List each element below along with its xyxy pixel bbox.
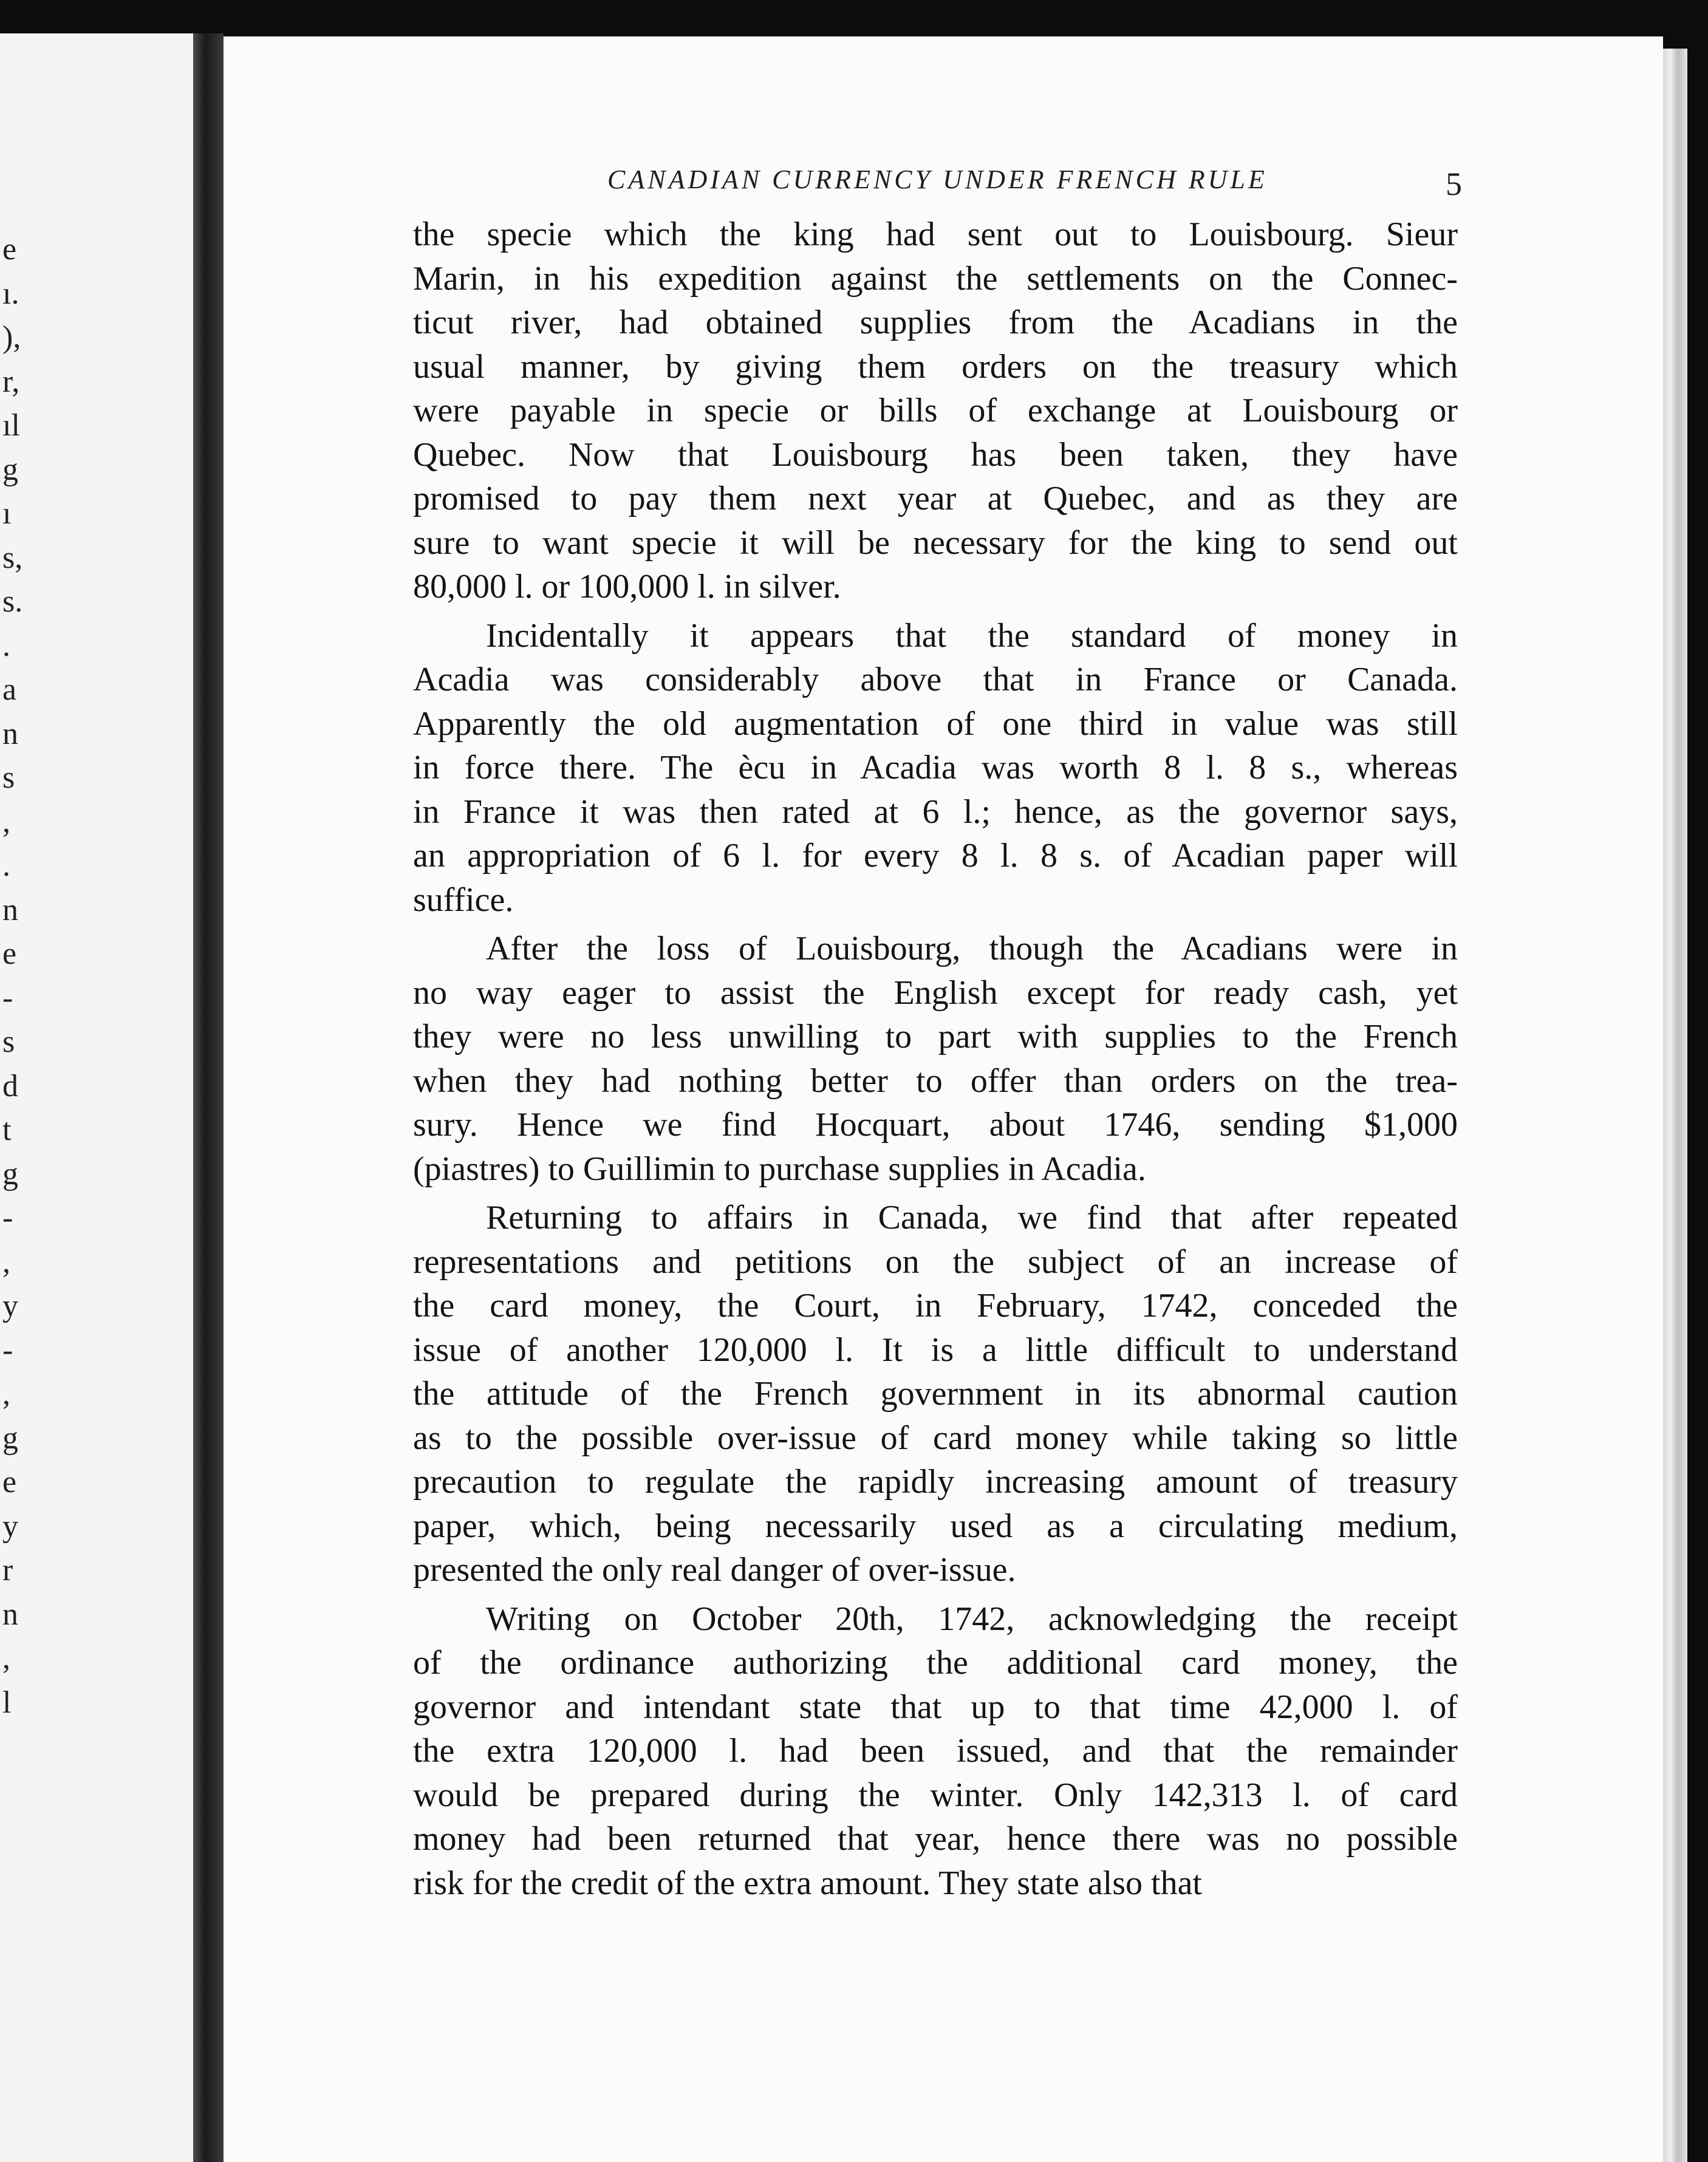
left-page-fragment: .: [2, 848, 10, 883]
text-line: sury. Hence we find Hocquart, about 1746, sending $1,000: [413, 1106, 1458, 1144]
left-page-fragment: r: [2, 1553, 13, 1587]
text-line: would be prepared during the winter. Only 142,313 l. of card: [413, 1776, 1458, 1814]
paragraph: [413, 1196, 1458, 1592]
text-line: (piastres) to Guillimin to purchase supplies in Acadia.: [413, 1150, 1146, 1188]
text-line: they were no less unwilling to part with supplies to the French: [413, 1018, 1458, 1055]
left-page-fragment: g: [2, 1156, 18, 1192]
text-line: Returning to affairs in Canada, we find that after repeated: [486, 1199, 1458, 1236]
text-line: the attitude of the French government in its abnormal caution: [413, 1375, 1458, 1413]
page-number: 5: [1446, 166, 1462, 202]
left-page-fragment: ,: [2, 1244, 10, 1280]
left-page-fragment: -: [2, 1332, 13, 1368]
left-page-fragment: y: [2, 1289, 18, 1323]
paragraph: [413, 927, 1458, 1191]
text-line: Writing on October 20th, 1742, acknowledging the receipt: [486, 1600, 1458, 1638]
text-line: of the ordinance authorizing the additional card money, the: [413, 1644, 1458, 1682]
book-gutter: [193, 33, 224, 2162]
left-page-fragment: s: [2, 760, 15, 795]
body-text: [413, 213, 1458, 1910]
text-line: when they had nothing better to offer than orders on the trea-: [413, 1062, 1458, 1100]
text-line: presented the only real danger of over-issue.: [413, 1551, 1016, 1589]
left-page-fragment: -: [2, 980, 13, 1015]
left-page-fragment: -: [2, 1201, 13, 1235]
text-line: 80,000 l. or 100,000 l. in silver.: [413, 568, 841, 605]
running-head: CANADIAN CURRENCY UNDER FRENCH RULE: [607, 165, 1268, 194]
left-page-fragment: ,: [2, 1641, 10, 1676]
left-page-fragment: g: [2, 1420, 18, 1456]
left-page-fragment: ,: [2, 804, 10, 839]
left-page-fragment: s: [2, 1025, 15, 1059]
text-line: After the loss of Louisbourg, though the Acadians were in: [486, 930, 1458, 967]
left-page-fragment: e: [2, 1465, 17, 1499]
text-line: suffice.: [413, 881, 514, 919]
text-line: Acadia was considerably above that in France or Canada.: [413, 661, 1458, 698]
paragraph: [413, 1597, 1458, 1906]
left-page-fragment: r,: [2, 364, 20, 399]
text-line: issue of another 120,000 l. It is a little difficult to understand: [413, 1331, 1458, 1369]
left-page-fragment: l: [2, 1685, 12, 1720]
left-page-fragment: .: [2, 628, 10, 663]
left-page-fragment: d: [2, 1068, 18, 1103]
left-page-fragment: n: [2, 716, 18, 751]
text-line: in France it was then rated at 6 l.; hence, as the governor says,: [413, 793, 1458, 831]
left-page-fragment: ,: [2, 1377, 10, 1411]
text-line: Apparently the old augmentation of one third in value was still: [413, 704, 1458, 743]
left-page-fragment: ),: [2, 320, 21, 355]
text-line: were payable in specie or bills of exchange at Louisbourg or: [413, 392, 1458, 429]
text-line: representations and petitions on the subject of an increase of: [413, 1243, 1458, 1281]
left-page-fragment: s,: [2, 540, 23, 575]
left-page-fragment: ı: [2, 496, 12, 531]
paragraph: [413, 614, 1458, 922]
left-page-fragment: e: [2, 936, 17, 971]
text-line: no way eager to assist the English except for ready cash, yet: [413, 974, 1458, 1012]
text-line: Quebec. Now that Louisbourg has been taken, they have: [413, 435, 1458, 474]
left-page-fragment: g: [2, 452, 18, 487]
text-line: risk for the credit of the extra amount. They state also that: [413, 1864, 1202, 1902]
text-line: the extra 120,000 l. had been issued, and that the remainder: [413, 1732, 1458, 1770]
left-page-fragment: n: [2, 1597, 18, 1632]
text-line: sure to want specie it will be necessary for the king to send out: [413, 523, 1458, 562]
left-page-fragment: e: [2, 232, 17, 267]
text-line: precaution to regulate the rapidly increasing amount of treasury: [413, 1463, 1458, 1501]
left-page-fragment: n: [2, 892, 18, 927]
page-edge: [1663, 49, 1687, 2162]
left-page-fragment: ı.: [2, 276, 19, 311]
paragraph: [413, 213, 1458, 609]
text-line: promised to pay them next year at Quebec, and as they are: [413, 480, 1458, 517]
left-page-fragment: s.: [2, 584, 23, 619]
text-line: Incidentally it appears that the standard of money in: [486, 616, 1458, 655]
text-line: in force there. The ècu in Acadia was worth 8 l. 8 s., whereas: [413, 749, 1458, 786]
text-line: the specie which the king had sent out to Louisbourg. Sieur: [413, 216, 1458, 253]
left-page-fragment: a: [2, 672, 17, 707]
facing-left-page: [0, 33, 193, 2162]
text-line: money had been returned that year, hence there was no possible: [413, 1820, 1458, 1858]
text-line: Marin, in his expedition against the settlements on the Connec-: [413, 259, 1458, 298]
left-page-fragment: y: [2, 1509, 18, 1544]
text-line: the card money, the Court, in February, 1742, conceded the: [413, 1287, 1458, 1325]
text-line: an appropriation of 6 l. for every 8 l. 8 s. of Acadian paper will: [413, 837, 1458, 875]
text-line: paper, which, being necessarily used as a circulating medium,: [413, 1507, 1458, 1545]
text-line: ticut river, had obtained supplies from the Acadians in the: [413, 304, 1458, 341]
left-page-fragment: ıl: [2, 408, 20, 443]
text-line: governor and intendant state that up to that time 42,000 l. of: [413, 1688, 1458, 1726]
text-line: usual manner, by giving them orders on the treasury which: [413, 347, 1458, 386]
left-page-fragment: t: [2, 1113, 12, 1147]
text-line: as to the possible over-issue of card money while taking so little: [413, 1419, 1458, 1457]
